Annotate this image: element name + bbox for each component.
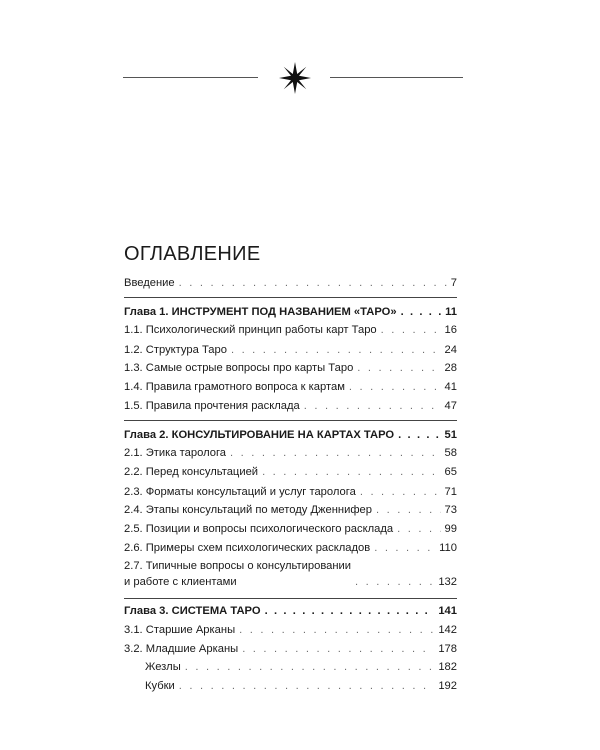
toc-entry-page: 58: [444, 447, 457, 459]
star-icon: [279, 62, 311, 94]
toc-entry-page: 24: [444, 344, 457, 356]
toc-entry-label-line-1: 2.7. Типичные вопросы о консультировании: [124, 560, 352, 572]
toc-leader-dots: [397, 522, 440, 537]
toc-entry-label: 2.3. Форматы консультаций и услуг таролога: [124, 486, 356, 498]
toc-entry-page: 178: [438, 643, 457, 655]
toc-leader-dots: [401, 305, 442, 320]
toc-leader-dots: [179, 276, 447, 291]
toc-leader-dots: [304, 399, 441, 414]
section-divider: [124, 598, 457, 599]
toc-entry-1-4[interactable]: [124, 380, 457, 395]
toc-entry-page: 51: [444, 429, 457, 441]
toc-entry-page: 141: [438, 605, 457, 617]
section-divider: [124, 297, 457, 298]
toc-entry-wands[interactable]: [145, 660, 457, 675]
toc-leader-dots: [230, 446, 441, 461]
toc-entry-label: 2.4. Этапы консультаций по методу Дженнифер: [124, 504, 372, 516]
toc-entry-label: 2.1. Этика таролога: [124, 447, 227, 459]
toc-entry-label: Кубки: [145, 680, 175, 692]
toc-entry-chapter-2[interactable]: [124, 428, 457, 443]
toc-leader-dots: [349, 380, 441, 395]
toc-entry-2-2[interactable]: [124, 465, 457, 480]
toc-leader-dots: [231, 343, 441, 358]
toc-entry-label: 1.2. Структура Таро: [124, 344, 227, 356]
toc-entry-chapter-1[interactable]: [124, 305, 457, 320]
toc-leader-dots: [360, 485, 441, 500]
toc-entry-2-5[interactable]: [124, 522, 457, 537]
toc-entry-label: 2.5. Позиции и вопросы психологического расклада: [124, 523, 394, 535]
toc-entry-label: 3.2. Младшие Арканы: [124, 643, 239, 655]
header-ornament: [0, 62, 600, 94]
toc-entry-page: 28: [444, 362, 457, 374]
page-title: ОГЛАВЛЕНИЕ: [124, 243, 261, 265]
toc-entry-page: 110: [439, 542, 457, 554]
toc-entry-1-5[interactable]: [124, 399, 457, 414]
toc-entry-page: 132: [438, 576, 457, 588]
toc-leader-dots: [262, 465, 440, 480]
toc-leader-dots: [357, 361, 440, 376]
toc-entry-page: 192: [438, 680, 457, 692]
toc-entry-label: 1.4. Правила грамотного вопроса к картам: [124, 381, 345, 393]
toc-entry-1-3[interactable]: [124, 361, 457, 376]
toc-entry-label: 3.1. Старшие Арканы: [124, 624, 236, 636]
toc-entry-cups[interactable]: [145, 679, 457, 694]
toc-leader-dots: [398, 428, 440, 443]
toc-entry-label: [124, 559, 351, 590]
toc-entry-2-1[interactable]: [124, 446, 457, 461]
toc-entry-3-2[interactable]: [124, 642, 457, 657]
toc-entry-page: 99: [444, 523, 457, 535]
toc-entry-1-1[interactable]: [124, 323, 457, 338]
toc-entry-page: 16: [444, 324, 457, 336]
toc-entry-3-1[interactable]: [124, 623, 457, 638]
toc-entry-label-line-2: и работе с клиентами: [124, 575, 237, 588]
toc-entry-page: 73: [444, 504, 457, 516]
toc-leader-dots: [239, 623, 434, 638]
toc-entry-label: Глава 3. СИСТЕМА ТАРО: [124, 605, 261, 617]
toc-entry-label: Глава 2. КОНСУЛЬТИРОВАНИЕ НА КАРТАХ ТАРО: [124, 429, 395, 441]
toc-leader-dots: [381, 323, 441, 338]
toc-entry-label: Введение: [124, 277, 175, 289]
toc-entry-2-7[interactable]: [124, 559, 457, 590]
toc-leader-dots: [374, 541, 435, 556]
toc-entry-1-2[interactable]: [124, 343, 457, 358]
toc-entry-page: 142: [438, 624, 457, 636]
toc-leader-dots: [265, 604, 435, 619]
toc-entry-page: 11: [445, 306, 457, 318]
toc-entry-label: Глава 1. ИНСТРУМЕНТ ПОД НАЗВАНИЕМ «ТАРО»: [124, 306, 397, 318]
toc-leader-dots: [179, 679, 435, 694]
toc-entry-label: 2.6. Примеры схем психологических раскладов: [124, 542, 371, 554]
toc-leader-dots: [185, 660, 435, 675]
toc-entry-label: Жезлы: [145, 661, 181, 673]
toc-entry-page: 47: [444, 400, 457, 412]
toc-entry-page: 7: [450, 277, 457, 289]
toc-entry-label: 1.3. Самые острые вопросы про карты Таро: [124, 362, 354, 374]
toc-entry-intro[interactable]: [124, 276, 457, 291]
toc-entry-page: 41: [444, 381, 457, 393]
toc-leader-dots: [355, 575, 434, 590]
toc-entry-2-4[interactable]: [124, 503, 457, 518]
toc-entry-chapter-3[interactable]: [124, 604, 457, 619]
toc-entry-label: 1.1. Психологический принцип работы карт Таро: [124, 324, 377, 336]
toc-leader-dots: [376, 503, 441, 518]
section-divider: [124, 420, 457, 421]
ornament-line-right: [330, 77, 463, 78]
toc-entry-2-6[interactable]: [124, 541, 457, 556]
toc-entry-page: 71: [444, 486, 457, 498]
ornament-line-left: [123, 77, 258, 78]
toc-entry-page: 65: [444, 466, 457, 478]
toc-entry-2-3[interactable]: [124, 485, 457, 500]
toc-entry-label: 1.5. Правила прочтения расклада: [124, 400, 300, 412]
toc-leader-dots: [242, 642, 434, 657]
toc-entry-page: 182: [438, 661, 457, 673]
toc-entry-label: 2.2. Перед консультацией: [124, 466, 259, 478]
